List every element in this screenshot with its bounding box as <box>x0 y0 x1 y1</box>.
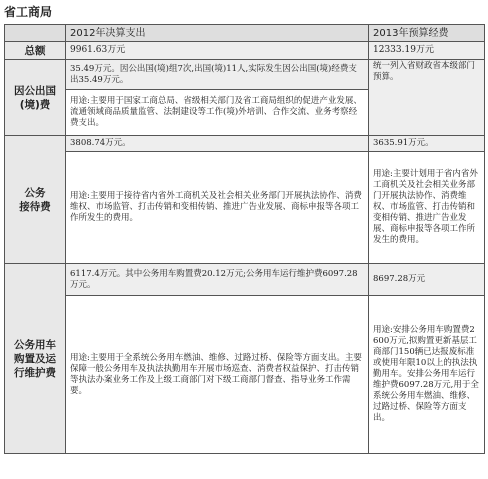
total-label: 总额 <box>5 42 66 60</box>
reception-label-line2: 接待费 <box>19 200 51 213</box>
reception-amount-2013: 3635.91万元。 <box>369 136 485 152</box>
abroad-amount-row <box>5 60 485 90</box>
header-blank-cell <box>5 25 66 42</box>
reception-usage-2013: 用途:主要计划用于省内省外工商机关及社会相关业务部门开展执法协作、消费维权、市场监管、打击传销和变相传销、推进广告业发展、商标申报等各项工作所发生的费用。 <box>369 152 485 264</box>
reception-usage-2012: 用途:主要用于接待省内省外工商机关及社会相关业务部门开展执法协作、消费维权、市场监管、打击传销和变相传销、推进广告业发展、商标申报等各项工作所发生的费用。 <box>66 152 369 264</box>
abroad-amount-2012: 35.49万元。因公出国(境)组7次,出国(境)11人,实际发生因公出国(境)经费支出35.49万元。 <box>66 60 369 90</box>
vehicle-usage-2013: 用途:安排公务用车购置费2600万元,拟购置更新基层工商部门150辆已达报废标准或使用年限10以上的执法执勤用车。安排公务用车运行维护费6097.28万元,用于全系统公务用车燃油、维修、过路过桥、保险等方面支出。 <box>369 296 485 454</box>
reception-usage-row <box>5 152 485 264</box>
abroad-note-2013: 统一列入省财政省本级部门预算。 <box>369 60 485 136</box>
header-row <box>5 25 485 42</box>
vehicle-usage-row <box>5 296 485 454</box>
vehicle-label-line2: 购置及运 <box>14 352 56 365</box>
header-2012: 2012年决算支出 <box>66 25 369 42</box>
vehicle-label-line3: 行维护费 <box>14 366 56 379</box>
reception-amount-2012: 3808.74万元。 <box>66 136 369 152</box>
vehicle-label <box>5 264 66 454</box>
vehicle-amount-row <box>5 264 485 296</box>
vehicle-usage-2012: 用途:主要用于全系统公务用车燃油、维修、过路过桥、保险等方面支出。主要保障一般公务用车及执法执勤用车开展市场巡查、消费者权益保护、打击传销等执法办案业务工作及上级工商部门对下级工商部门督查、指导业务工作需要。 <box>66 296 369 454</box>
reception-label-line1: 公务 <box>24 186 46 199</box>
budget-table <box>4 24 485 454</box>
abroad-usage-2012: 用途:主要用于国家工商总局、省级相关部门及省工商局组织的促进产业发展、流通领域商品质量监管、法制建设等工作(境)外培训、合作交流、业务考察经费支出。 <box>66 90 369 136</box>
reception-label <box>5 136 66 264</box>
vehicle-amount-2012: 6117.4万元。其中公务用车购置费20.12万元;公务用车运行维护费6097.28万元。 <box>66 264 369 296</box>
abroad-label-line2: (境)费 <box>19 98 51 111</box>
total-row <box>5 42 485 60</box>
total-2013: 12333.19万元 <box>369 42 485 60</box>
vehicle-label-line1: 公务用车 <box>14 338 56 351</box>
total-2012: 9961.63万元 <box>66 42 369 60</box>
abroad-label <box>5 60 66 136</box>
abroad-label-line1: 因公出国 <box>14 84 56 97</box>
reception-amount-row <box>5 136 485 152</box>
department-title: 省工商局 <box>4 5 53 19</box>
header-2013: 2013年预算经费 <box>369 25 485 42</box>
vehicle-amount-2013: 8697.28万元 <box>369 264 485 296</box>
